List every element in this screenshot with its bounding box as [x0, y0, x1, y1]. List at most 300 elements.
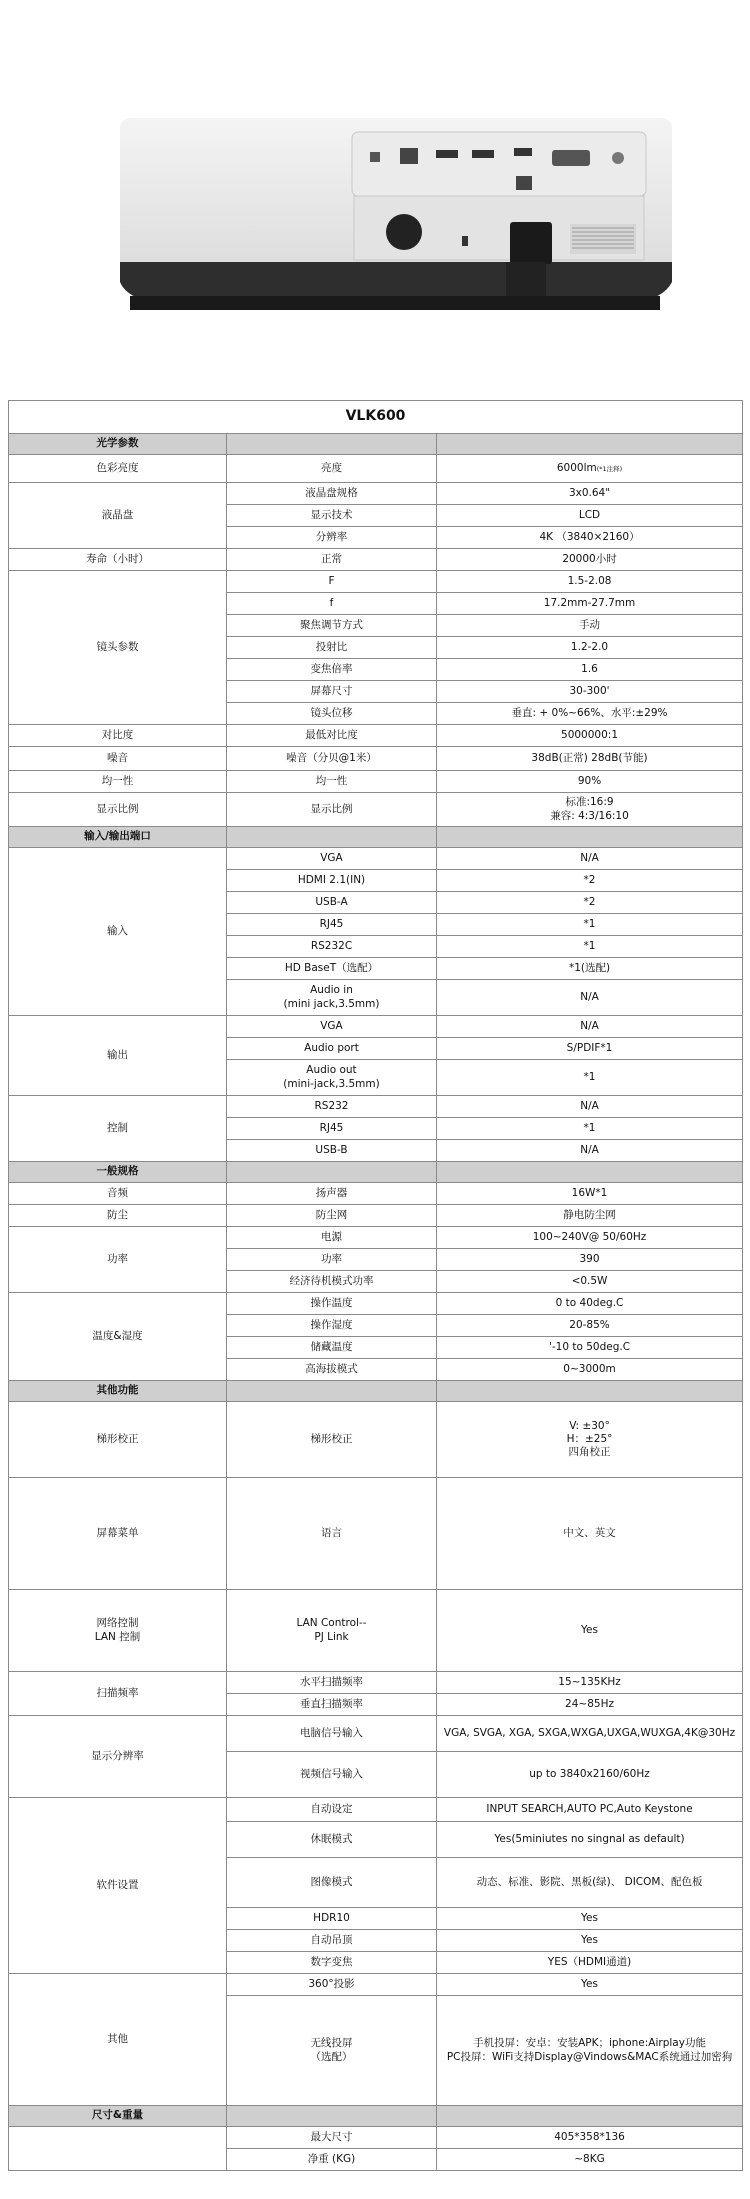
- item-cell: [227, 1930, 437, 1952]
- value-text: VGA, SVGA, XGA, SXGA,WXGA,UXGA,WUXGA,4K@30Hz: [443, 1726, 736, 1739]
- item-cell: [227, 527, 437, 549]
- item-label: 显示技术: [310, 508, 353, 521]
- product-photo: [0, 0, 750, 400]
- value-cell: [437, 1118, 743, 1140]
- value-text: 100~240V@ 50/60Hz: [532, 1230, 647, 1243]
- value-text: 手动: [579, 618, 601, 631]
- item-label-line2: PJ Link: [314, 1630, 349, 1643]
- value-text: 垂直: + 0%~66%、水平:±29%: [511, 706, 668, 719]
- item-label: RJ45: [319, 917, 344, 930]
- value-cell: [437, 1952, 743, 1974]
- category-cell: [9, 1402, 227, 1478]
- section-header-row: [9, 827, 743, 848]
- value-text: *1: [583, 1121, 596, 1134]
- value-text: 动态、标准、影院、黑板(绿)、 DICOM、配色板: [476, 1875, 703, 1888]
- value-cell: [437, 1930, 743, 1952]
- category-cell: [9, 1974, 227, 2106]
- item-cell: [227, 1315, 437, 1337]
- category-cell: [9, 571, 227, 725]
- item-label: 防尘网: [315, 1208, 348, 1221]
- category-cell: [9, 455, 227, 483]
- value-text: 静电防尘网: [563, 1208, 616, 1221]
- table-row: [9, 1227, 743, 1249]
- value-text: *2: [583, 873, 596, 886]
- item-cell: [227, 1293, 437, 1315]
- table-row: [9, 549, 743, 571]
- item-label: 亮度: [321, 461, 342, 474]
- value-text: 16W*1: [571, 1186, 608, 1199]
- table-row: [9, 1478, 743, 1590]
- category-label: 防尘: [107, 1208, 128, 1221]
- value-cell: [437, 771, 743, 793]
- item-cell: [227, 892, 437, 914]
- value-text: 6000lm: [556, 461, 597, 474]
- section-blank-cell: [437, 2106, 743, 2127]
- item-label: RJ45: [319, 1121, 344, 1134]
- value-text: <0.5W: [571, 1274, 608, 1287]
- category-cell: [9, 793, 227, 827]
- value-text-line2: 兼容: 4:3/16:10: [550, 809, 629, 822]
- section-blank-cell: [437, 434, 743, 455]
- value-cell: [437, 1402, 743, 1478]
- item-label: 经济待机模式功率: [289, 1274, 374, 1287]
- value-cell: [437, 1096, 743, 1118]
- value-cell: [437, 505, 743, 527]
- category-cell: [9, 1672, 227, 1716]
- table-row: [9, 571, 743, 593]
- item-cell: [227, 1249, 437, 1271]
- item-label: 最低对比度: [305, 728, 358, 741]
- value-text: S/PDIF*1: [566, 1041, 613, 1054]
- value-cell: [437, 571, 743, 593]
- value-cell: [437, 1227, 743, 1249]
- category-label: 输入: [107, 924, 128, 937]
- item-label: HD BaseT（选配）: [284, 961, 379, 974]
- item-cell: [227, 703, 437, 725]
- category-label: 网络控制: [96, 1617, 139, 1630]
- item-label: 自动吊顶: [310, 1933, 353, 1946]
- category-label: 均一性: [101, 774, 134, 787]
- value-cell: [437, 936, 743, 958]
- value-cell: [437, 1205, 743, 1227]
- table-row: [9, 483, 743, 505]
- value-text: Yes: [581, 1623, 598, 1636]
- value-cell: [437, 1672, 743, 1694]
- item-label: f: [329, 596, 334, 609]
- category-label: 显示分辨率: [91, 1749, 144, 1762]
- value-cell: [437, 870, 743, 892]
- value-text: 390: [579, 1252, 600, 1265]
- value-text-line2: PC投屏：WiFi支持Display@Vindows&MAC系统通过加密狗: [446, 2050, 733, 2063]
- value-text: 24~85Hz: [565, 1697, 614, 1710]
- value-text: 手机投屏：安卓：安装APK；iphone:Airplay功能: [473, 2037, 706, 2050]
- value-cell: [437, 1016, 743, 1038]
- category-cell: [9, 549, 227, 571]
- value-text: Yes: [581, 1933, 598, 1946]
- value-text: 17.2mm-27.7mm: [543, 596, 636, 609]
- item-cell: [227, 1016, 437, 1038]
- item-cell: [227, 1798, 437, 1822]
- value-cell: [437, 615, 743, 637]
- table-row: [9, 2127, 743, 2149]
- item-cell: [227, 1402, 437, 1478]
- value-text: 405*358*136: [554, 2130, 625, 2143]
- value-text-line2: H：±25°: [566, 1432, 613, 1445]
- category-label: 显示比例: [96, 802, 139, 815]
- item-label: HDR10: [313, 1911, 350, 1924]
- item-label: 变焦倍率: [310, 662, 353, 675]
- item-cell: [227, 914, 437, 936]
- category-cell: [9, 483, 227, 549]
- value-text: LCD: [578, 508, 601, 521]
- category-cell: [9, 771, 227, 793]
- table-row: [9, 1798, 743, 1822]
- item-label: 镜头位移: [310, 706, 353, 719]
- section-header-row: [9, 1162, 743, 1183]
- value-text: *1: [583, 1070, 596, 1083]
- value-text: N/A: [580, 1143, 599, 1156]
- category-cell: [9, 725, 227, 747]
- category-label: 其他: [107, 2032, 128, 2045]
- table-row: [9, 1016, 743, 1038]
- value-cell: [437, 980, 743, 1016]
- item-cell: [227, 1672, 437, 1694]
- table-row: [9, 1974, 743, 1996]
- section-blank-cell: [227, 1162, 437, 1183]
- item-cell: [227, 1140, 437, 1162]
- value-cell: [437, 455, 743, 483]
- item-label: Audio in: [310, 984, 353, 997]
- category-cell: [9, 747, 227, 771]
- item-label: 操作湿度: [310, 1318, 353, 1331]
- value-cell: [437, 1752, 743, 1798]
- item-label: 投射比: [315, 640, 348, 653]
- value-text: 4K （3840×2160）: [539, 530, 640, 543]
- value-cell: [437, 1478, 743, 1590]
- table-row: [9, 747, 743, 771]
- item-label: 360°投影: [308, 1977, 355, 1990]
- table-row: [9, 848, 743, 870]
- value-cell: [437, 1590, 743, 1672]
- value-cell: [437, 527, 743, 549]
- item-label: USB-A: [315, 895, 348, 908]
- category-label: 对比度: [101, 728, 134, 741]
- projector-rear-image: [0, 0, 750, 400]
- item-cell: [227, 1359, 437, 1381]
- value-cell: [437, 892, 743, 914]
- item-cell: [227, 1060, 437, 1096]
- section-blank-cell: [227, 827, 437, 848]
- item-label: 聚焦调节方式: [300, 618, 363, 631]
- item-cell: [227, 549, 437, 571]
- value-text: '-10 to 50deg.C: [548, 1340, 631, 1353]
- category-cell: [9, 1590, 227, 1672]
- item-cell: [227, 1974, 437, 1996]
- value-cell: [437, 2149, 743, 2171]
- category-label: 输出: [107, 1048, 128, 1061]
- value-cell: [437, 1822, 743, 1858]
- item-cell: [227, 483, 437, 505]
- item-label: 休眠模式: [310, 1832, 353, 1845]
- value-text: 3x0.64": [568, 486, 611, 499]
- value-cell: [437, 1858, 743, 1908]
- value-cell: [437, 681, 743, 703]
- value-cell: [437, 593, 743, 615]
- value-cell: [437, 1996, 743, 2106]
- item-label: 屏幕尺寸: [310, 684, 353, 697]
- table-row: [9, 1672, 743, 1694]
- item-cell: [227, 1038, 437, 1060]
- category-label: 温度&湿度: [92, 1329, 143, 1342]
- item-cell: [227, 455, 437, 483]
- section-title: 光学参数: [9, 434, 227, 455]
- value-cell: [437, 793, 743, 827]
- item-cell: [227, 1952, 437, 1974]
- item-cell: [227, 793, 437, 827]
- section-blank-cell: [437, 1381, 743, 1402]
- value-cell: [437, 1716, 743, 1752]
- category-label: 扫描频率: [96, 1686, 139, 1699]
- section-title: 其他功能: [9, 1381, 227, 1402]
- item-label: 正常: [321, 552, 342, 565]
- item-label: 操作温度: [310, 1296, 353, 1309]
- value-text: *1: [583, 939, 596, 952]
- spec-table: [8, 400, 743, 2171]
- value-cell: [437, 1038, 743, 1060]
- value-cell: [437, 1974, 743, 1996]
- item-cell: [227, 848, 437, 870]
- value-cell: [437, 1293, 743, 1315]
- value-text: 中文、英文: [563, 1526, 616, 1539]
- value-cell: [437, 1337, 743, 1359]
- value-cell: [437, 659, 743, 681]
- value-text: V: ±30°: [569, 1419, 610, 1432]
- item-cell: [227, 1752, 437, 1798]
- item-label: VGA: [320, 851, 343, 864]
- item-cell: [227, 659, 437, 681]
- item-label: 电源: [321, 1230, 342, 1243]
- table-row: [9, 1402, 743, 1478]
- value-cell: [437, 958, 743, 980]
- item-label: 视频信号输入: [300, 1767, 363, 1780]
- category-label: 屏幕菜单: [96, 1526, 139, 1539]
- item-label: 垂直扫描频率: [300, 1697, 363, 1710]
- value-cell: [437, 703, 743, 725]
- value-text: Yes: [581, 1977, 598, 1990]
- value-cell: [437, 1140, 743, 1162]
- value-cell: [437, 1798, 743, 1822]
- item-cell: [227, 1716, 437, 1752]
- value-text: N/A: [580, 990, 599, 1003]
- section-header-row: [9, 2106, 743, 2127]
- item-label: 功率: [321, 1252, 342, 1265]
- item-label: 分辨率: [315, 530, 348, 543]
- item-label: 高海拔模式: [305, 1362, 358, 1375]
- item-cell: [227, 571, 437, 593]
- value-note: (*1注释): [596, 464, 623, 473]
- item-label-line2: (mini jack,3.5mm): [283, 997, 380, 1010]
- item-cell: [227, 1183, 437, 1205]
- category-label: 控制: [107, 1121, 128, 1134]
- value-cell: [437, 1359, 743, 1381]
- value-text: 20000小时: [562, 552, 617, 565]
- value-text: N/A: [580, 851, 599, 864]
- section-blank-cell: [437, 1162, 743, 1183]
- item-label: 数字变焦: [310, 1955, 353, 1968]
- section-title: 一般规格: [9, 1162, 227, 1183]
- category-cell: [9, 1096, 227, 1162]
- value-cell: [437, 1271, 743, 1293]
- item-label: 储藏温度: [310, 1340, 353, 1353]
- item-label: 图像模式: [310, 1875, 353, 1888]
- category-label: 镜头参数: [96, 640, 139, 653]
- category-cell: [9, 2127, 227, 2171]
- table-row: [9, 1716, 743, 1752]
- section-header-row: [9, 434, 743, 455]
- item-cell: [227, 1096, 437, 1118]
- table-row: [9, 725, 743, 747]
- item-cell: [227, 1205, 437, 1227]
- item-cell: [227, 1996, 437, 2106]
- category-label: 噪音: [107, 751, 128, 764]
- table-row: [9, 1205, 743, 1227]
- item-label: 梯形校正: [310, 1432, 353, 1445]
- item-cell: [227, 936, 437, 958]
- item-label-line2: （选配）: [310, 2050, 353, 2063]
- value-cell: [437, 1315, 743, 1337]
- item-cell: [227, 1478, 437, 1590]
- section-blank-cell: [227, 2106, 437, 2127]
- item-cell: [227, 1337, 437, 1359]
- item-cell: [227, 593, 437, 615]
- value-text: *1(选配): [568, 961, 611, 974]
- item-cell: [227, 2127, 437, 2149]
- item-cell: [227, 637, 437, 659]
- item-label: VGA: [320, 1019, 343, 1032]
- value-cell: [437, 1908, 743, 1930]
- value-text: 1.6: [581, 662, 598, 675]
- item-cell: [227, 1590, 437, 1672]
- item-label: USB-B: [315, 1143, 348, 1156]
- category-cell: [9, 1016, 227, 1096]
- item-label: 噪音（分贝@1米）: [286, 751, 377, 764]
- item-label: 自动设定: [310, 1802, 353, 1815]
- category-cell: [9, 1716, 227, 1798]
- item-cell: [227, 980, 437, 1016]
- value-text-line3: 四角校正: [568, 1446, 611, 1459]
- value-text: 15~135KHz: [558, 1675, 621, 1688]
- table-row: [9, 1293, 743, 1315]
- value-cell: [437, 747, 743, 771]
- value-cell: [437, 2127, 743, 2149]
- category-label: 色彩亮度: [96, 461, 139, 474]
- value-text: N/A: [580, 1099, 599, 1112]
- item-cell: [227, 681, 437, 703]
- value-text: 1.2-2.0: [570, 640, 609, 653]
- value-text: 1.5-2.08: [567, 574, 612, 587]
- value-cell: [437, 637, 743, 659]
- value-cell: [437, 549, 743, 571]
- item-label-line2: (mini-jack,3.5mm): [283, 1077, 380, 1090]
- value-text: 20-85%: [569, 1318, 610, 1331]
- item-cell: [227, 1694, 437, 1716]
- table-row: [9, 1590, 743, 1672]
- item-label: 净重 (KG): [307, 2152, 356, 2165]
- value-text: INPUT SEARCH,AUTO PC,Auto Keystone: [486, 1802, 693, 1815]
- item-cell: [227, 870, 437, 892]
- value-text: 0~3000m: [563, 1362, 616, 1375]
- table-title: VLK600: [9, 401, 743, 434]
- item-cell: [227, 958, 437, 980]
- value-text: 30-300': [569, 684, 610, 697]
- value-text: 5000000:1: [561, 728, 618, 741]
- item-label: F: [328, 574, 335, 587]
- value-cell: [437, 848, 743, 870]
- value-cell: [437, 914, 743, 936]
- section-header-row: [9, 1381, 743, 1402]
- item-label: Audio port: [304, 1041, 359, 1054]
- section-title: 输入/输出端口: [9, 827, 227, 848]
- category-label: 液晶盘: [101, 508, 134, 521]
- value-text: Yes(5miniutes no singnal as default): [494, 1832, 685, 1845]
- category-cell: [9, 1478, 227, 1590]
- item-cell: [227, 1118, 437, 1140]
- value-text: up to 3840x2160/60Hz: [529, 1767, 650, 1780]
- item-label: 电脑信号输入: [300, 1726, 363, 1739]
- item-cell: [227, 2149, 437, 2171]
- item-label: 无线投屏: [310, 2037, 353, 2050]
- table-row: [9, 771, 743, 793]
- value-text: 标准:16:9: [565, 796, 614, 809]
- value-cell: [437, 483, 743, 505]
- value-cell: [437, 1694, 743, 1716]
- item-cell: [227, 615, 437, 637]
- value-text: N/A: [580, 1019, 599, 1032]
- item-label: 最大尺寸: [310, 2130, 353, 2143]
- value-text: *2: [583, 895, 596, 908]
- item-label: RS232C: [310, 939, 353, 952]
- value-cell: [437, 1183, 743, 1205]
- category-cell: [9, 848, 227, 1016]
- item-cell: [227, 725, 437, 747]
- category-label: 软件设置: [96, 1878, 139, 1891]
- item-cell: [227, 771, 437, 793]
- item-label: 语言: [321, 1526, 342, 1539]
- item-label: Audio out: [306, 1064, 357, 1077]
- table-title-row: [9, 401, 743, 434]
- value-text: YES（HDMI通道): [547, 1955, 632, 1968]
- table-row: [9, 1096, 743, 1118]
- value-text: 90%: [577, 774, 602, 787]
- value-cell: [437, 1249, 743, 1271]
- table-row: [9, 793, 743, 827]
- section-blank-cell: [227, 434, 437, 455]
- section-blank-cell: [437, 827, 743, 848]
- category-cell: [9, 1227, 227, 1293]
- section-blank-cell: [227, 1381, 437, 1402]
- item-label: LAN Control--: [296, 1617, 367, 1630]
- value-text: *1: [583, 917, 596, 930]
- value-cell: [437, 725, 743, 747]
- category-cell: [9, 1798, 227, 1974]
- value-text: 0 to 40deg.C: [555, 1296, 624, 1309]
- category-label-line2: LAN 控制: [94, 1630, 141, 1643]
- item-label: 均一性: [315, 774, 348, 787]
- item-cell: [227, 505, 437, 527]
- item-cell: [227, 1271, 437, 1293]
- item-label: HDMI 2.1(IN): [297, 873, 366, 886]
- table-row: [9, 1183, 743, 1205]
